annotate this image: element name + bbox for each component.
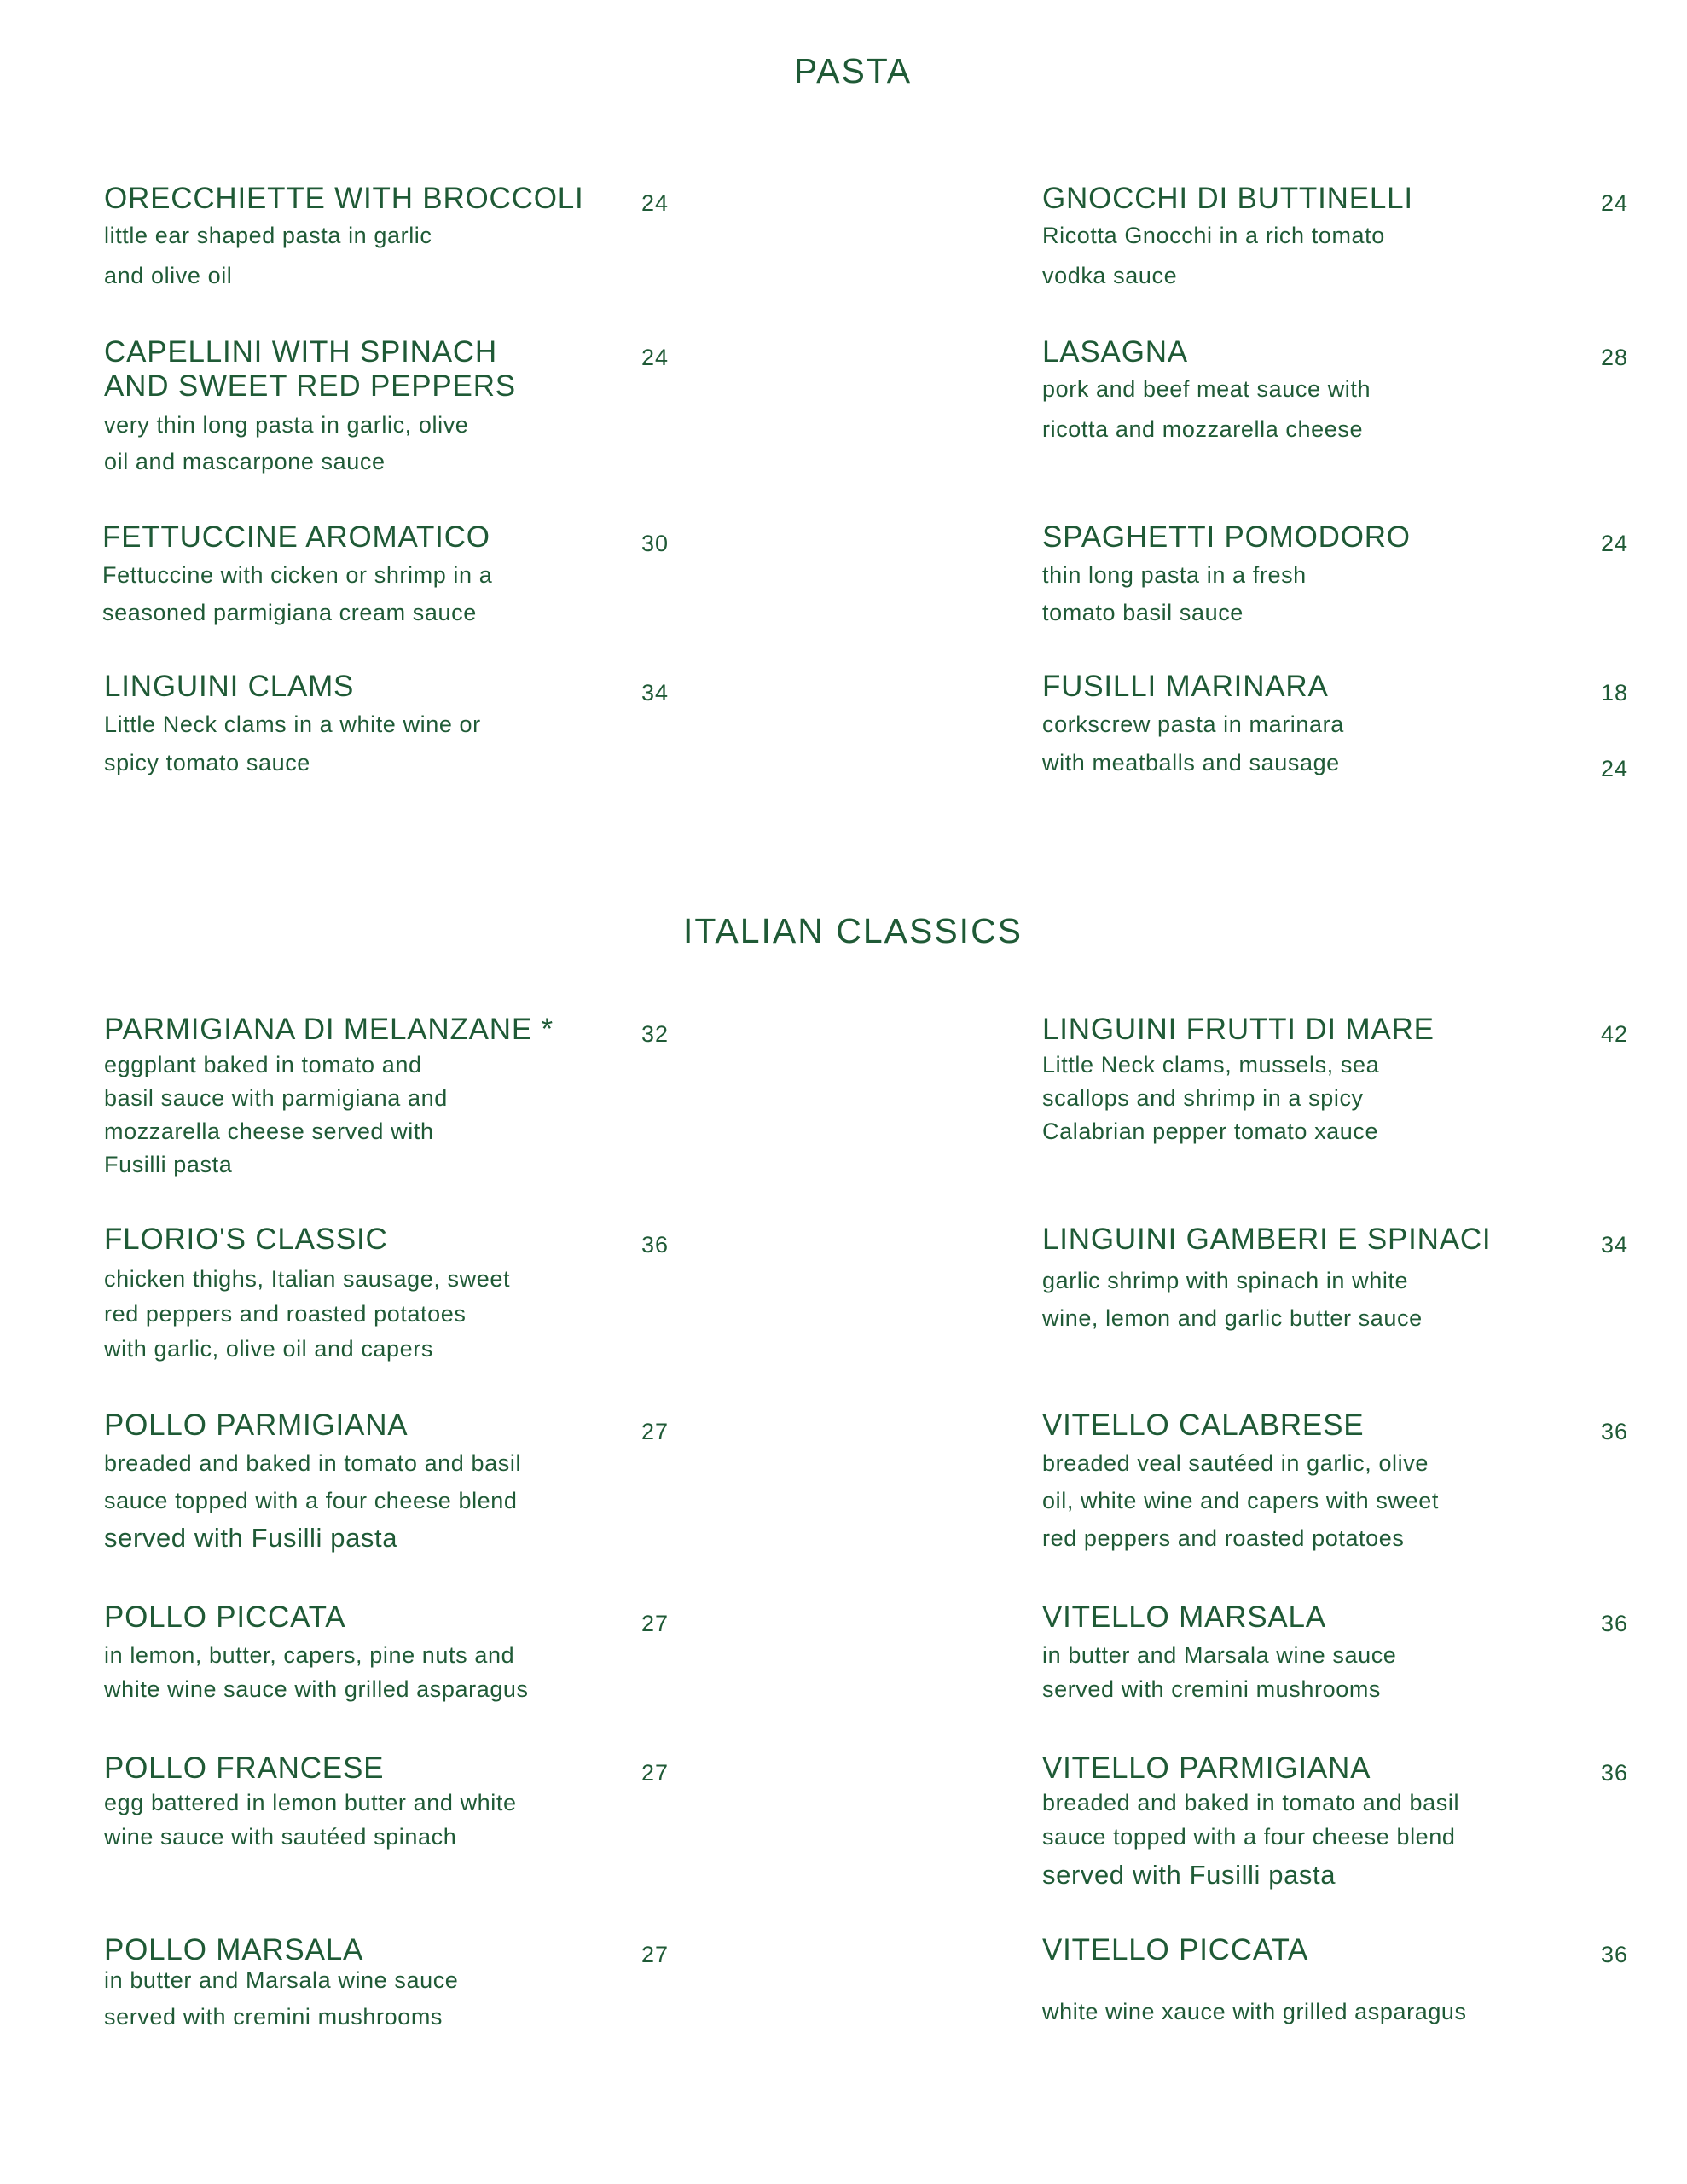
menu-item-linguini-clams: [104, 670, 481, 782]
item-price: 18: [1601, 680, 1629, 706]
item-name: POLLO PARMIGIANA: [104, 1409, 409, 1442]
item-description: little ear shaped pasta in garlic and olive oil: [104, 223, 432, 288]
item-price: 24: [641, 190, 670, 216]
item-name: FUSILLI MARINARA: [1042, 670, 1329, 703]
item-description: breaded and baked in tomato and basil sauce topped with a four cheese blend: [1042, 1790, 1460, 1850]
item-description: breaded veal sautéed in garlic, olive oil, white wine and capers with sweet red peppers and roasted potatoes: [1042, 1450, 1439, 1551]
item-price: 24: [1601, 531, 1629, 556]
item-name: VITELLO CALABRESE: [1042, 1409, 1365, 1442]
item-name: CAPELLINI WITH SPINACH AND SWEET RED PEPPERS: [104, 335, 516, 403]
item-name: PARMIGIANA DI MELANZANE *: [104, 1013, 554, 1046]
menu-item-fusilli: [1042, 670, 1344, 782]
item-description: eggplant baked in tomato and basil sauce with parmigiana and mozzarella cheese served with Fusilli pasta: [104, 1052, 448, 1177]
item-description: very thin long pasta in garlic, olive oil and mascarpone sauce: [104, 412, 469, 474]
item-description: breaded and baked in tomato and basil sauce topped with a four cheese blend: [104, 1450, 522, 1513]
item-name: FETTUCCINE AROMATICO: [102, 520, 490, 554]
item-name: FLORIO'S CLASSIC: [104, 1223, 388, 1256]
item-price: 24: [1601, 190, 1629, 216]
menu-item-parmigiana-melanzane: [104, 1013, 554, 1182]
item-description: thin long pasta in a fresh tomato basil sauce: [1042, 562, 1307, 625]
item-description: Little Neck clams, mussels, sea scallops and shrimp in a spicy Calabrian pepper tomato xauce: [1042, 1052, 1380, 1144]
item-name: VITELLO PARMIGIANA: [1042, 1751, 1371, 1785]
item-price: 27: [641, 1419, 670, 1444]
item-price: 30: [641, 531, 670, 556]
item-price: 36: [641, 1232, 670, 1258]
item-description: garlic shrimp with spinach in white wine, lemon and garlic butter sauce: [1042, 1268, 1423, 1331]
item-name: LINGUINI GAMBERI E SPINACI: [1042, 1223, 1492, 1256]
item-description: Ricotta Gnocchi in a rich tomato vodka sauce: [1042, 223, 1385, 288]
menu-item-vitello-piccata: [1042, 1933, 1467, 2029]
item-description: chicken thighs, Italian sausage, sweet red peppers and roasted potatoes with garlic, olive oil and capers: [104, 1266, 511, 1362]
item-price: 34: [641, 680, 670, 706]
item-description: pork and beef meat sauce with ricotta and mozzarella cheese: [1042, 376, 1371, 442]
menu-item-vitello-parmigiana: [1042, 1751, 1459, 1896]
item-price: 27: [641, 1942, 670, 1967]
item-name: POLLO FRANCESE: [104, 1751, 385, 1785]
item-price: 24: [641, 345, 670, 370]
item-description: egg battered in lemon butter and white wine sauce with sautéed spinach: [104, 1790, 517, 1850]
menu-item-gamberi-spinaci: [1042, 1223, 1491, 1337]
item-description: Little Neck clams in a white wine or spicy tomato sauce: [104, 712, 481, 775]
item-name: ORECCHIETTE WITH BROCCOLI: [104, 182, 584, 215]
item-description: in butter and Marsala wine sauce served with cremini mushrooms: [1042, 1642, 1397, 1702]
menu-item-orecchiette: [104, 182, 584, 296]
item-name: POLLO MARSALA: [104, 1933, 364, 1966]
menu-item-fettuccine: [102, 520, 492, 631]
section-title-italian-classics: ITALIAN CLASSICS: [682, 911, 1023, 950]
menu-item-frutti-di-mare: [1042, 1013, 1435, 1148]
menu-item-florios-classic: [104, 1223, 510, 1367]
item-description: in butter and Marsala wine sauce served with cremini mushrooms: [104, 1967, 459, 2030]
item-name: GNOCCHI DI BUTTINELLI: [1042, 182, 1413, 215]
item-side-note: served with Fusilli pasta: [104, 1523, 398, 1553]
item-name: VITELLO MARSALA: [1042, 1600, 1326, 1634]
menu-item-pollo-piccata: [104, 1600, 529, 1706]
menu-item-gnocchi: [1042, 182, 1413, 296]
item-description: white wine xauce with grilled asparagus: [1042, 1999, 1467, 2024]
section-title-pasta: PASTA: [793, 51, 913, 90]
menu-item-lasagna: [1042, 335, 1371, 450]
item-price: 36: [1601, 1942, 1629, 1967]
menu-item-vitello-calabrese: [1042, 1409, 1439, 1557]
item-name: LINGUINI CLAMS: [104, 670, 355, 703]
menu-item-pollo-francese: [104, 1751, 517, 1854]
item-price: 27: [641, 1611, 670, 1636]
item-price: 32: [641, 1021, 670, 1047]
item-price: 36: [1601, 1419, 1629, 1444]
item-name: VITELLO PICCATA: [1042, 1933, 1309, 1966]
item-name: SPAGHETTI POMODORO: [1042, 520, 1411, 554]
item-name: POLLO PICCATA: [104, 1600, 346, 1634]
item-description: in lemon, butter, capers, pine nuts and white wine sauce with grilled asparagus: [104, 1642, 529, 1702]
item-price: 34: [1601, 1232, 1629, 1258]
item-price: 36: [1601, 1611, 1629, 1636]
item-description: Fettuccine with cicken or shrimp in a seasoned parmigiana cream sauce: [102, 562, 493, 625]
item-side-note: served with Fusilli pasta: [1042, 1860, 1336, 1890]
menu-item-pollo-marsala: [104, 1933, 458, 2036]
item-description: corkscrew pasta in marinara with meatballs and sausage: [1042, 712, 1344, 775]
item-price: 36: [1601, 1760, 1629, 1786]
item-price: 28: [1601, 345, 1629, 370]
menu-item-pollo-parmigiana: [104, 1409, 521, 1557]
item-price: 42: [1601, 1021, 1629, 1047]
item-name: LASAGNA: [1042, 335, 1188, 369]
item-price-with-meat: 24: [1601, 756, 1629, 781]
menu-item-capellini: [104, 335, 516, 480]
item-name: LINGUINI FRUTTI DI MARE: [1042, 1013, 1435, 1046]
item-price: 27: [641, 1760, 670, 1786]
menu-item-spaghetti: [1042, 520, 1411, 631]
menu-item-vitello-marsala: [1042, 1600, 1396, 1706]
